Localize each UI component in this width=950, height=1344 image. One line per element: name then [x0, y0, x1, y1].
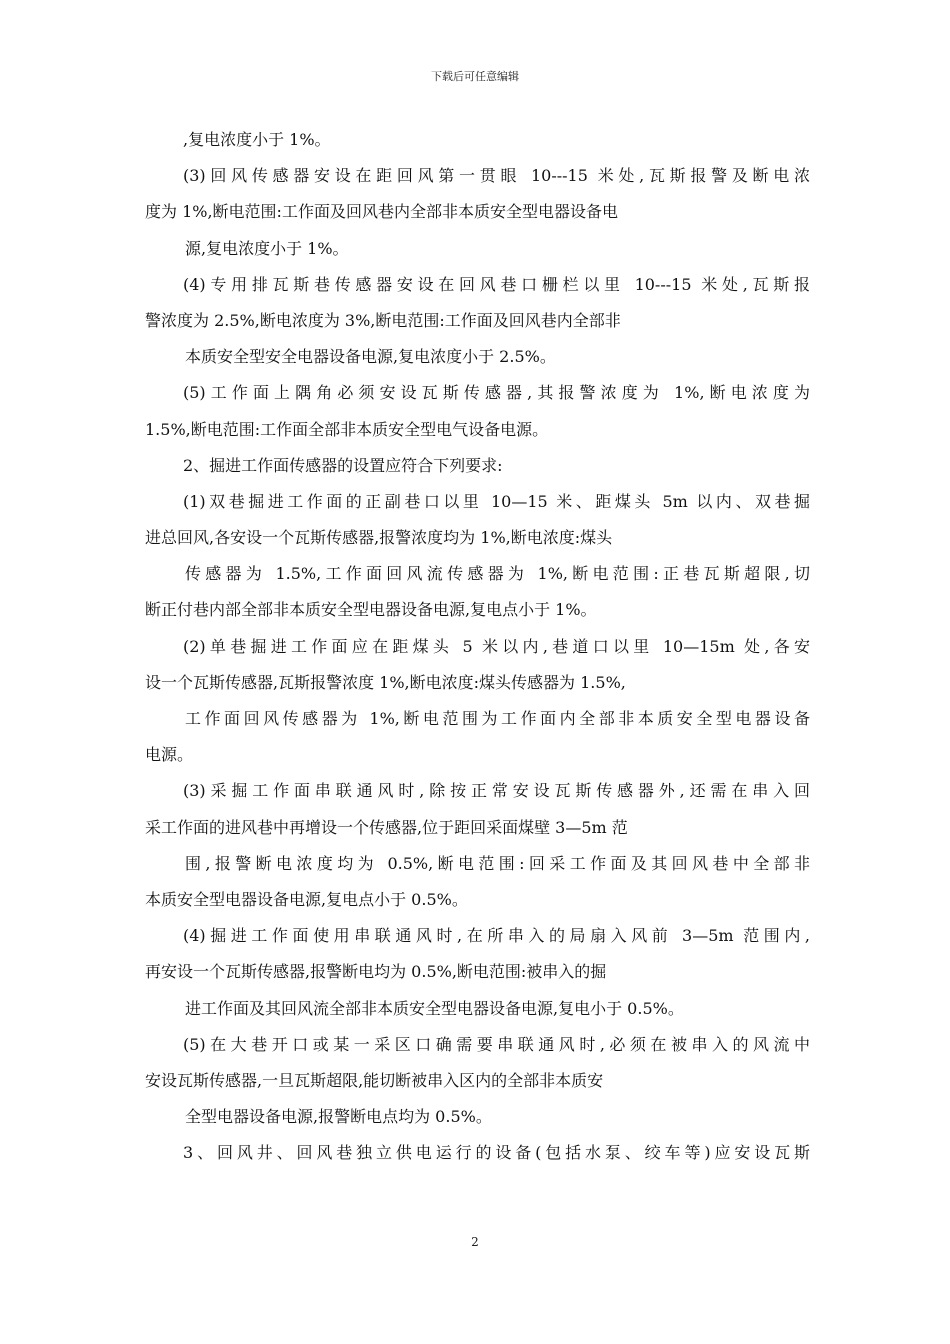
text-line: 2、掘进工作面传感器的设置应符合下列要求: — [183, 455, 503, 475]
text-line: (3)回风传感器安设在距回风第一贯眼 10---15 米处,瓦斯报警及断电浓 — [183, 166, 810, 186]
text-line: 安设瓦斯传感器,一旦瓦斯超限,能切断被串入区内的全部非本质安 — [145, 1070, 604, 1090]
text-line: 度为 1%,断电范围:工作面及回风巷内全部非本质安全型电器设备电 — [145, 202, 618, 222]
text-line: (4)专用排瓦斯巷传感器安设在回风巷口栅栏以里 10---15 米处,瓦斯报 — [183, 274, 810, 294]
text-line: (2)单巷掘进工作面应在距煤头 5 米以内,巷道口以里 10—15m 处,各安 — [183, 636, 810, 656]
text-line: 本质安全型安全电器设备电源,复电浓度小于 2.5%。 — [185, 347, 556, 367]
text-line: 设一个瓦斯传感器,瓦斯报警浓度 1%,断电浓度:煤头传感器为 1.5%, — [145, 672, 626, 692]
text-line: (1)双巷掘进工作面的正副巷口以里 10—15 米、距煤头 5m 以内、双巷掘 — [183, 491, 810, 511]
text-line: 进总回风,各安设一个瓦斯传感器,报警浓度均为 1%,断电浓度:煤头 — [145, 528, 613, 548]
text-line: 进工作面及其回风流全部非本质安全型电器设备电源,复电小于 0.5%。 — [185, 998, 684, 1018]
text-line: 1.5%,断电范围:工作面全部非本质安全型电气设备电源。 — [145, 419, 549, 439]
text-line: (4)掘进工作面使用串联通风时,在所串入的局扇入风前 3—5m 范围内, — [183, 926, 810, 946]
text-line: 警浓度为 2.5%,断电浓度为 3%,断电范围:工作面及回风巷内全部非 — [145, 310, 621, 330]
text-line: ,复电浓度小于 1%。 — [183, 130, 331, 149]
text-line: 本质安全型电器设备电源,复电点小于 0.5%。 — [145, 889, 468, 909]
text-line: 工作面回风传感器为 1%,断电范围为工作面内全部非本质安全型电器设备 — [185, 709, 810, 728]
page-number: 2 — [471, 1235, 479, 1249]
text-line: (3)采掘工作面串联通风时,除按正常安设瓦斯传感器外,还需在串入回 — [183, 781, 810, 801]
text-line: 源,复电浓度小于 1%。 — [185, 238, 349, 258]
text-line: 采工作面的进风巷中再增设一个传感器,位于距回采面煤壁 3—5m 范 — [145, 817, 628, 837]
text-line: (5)工作面上隅角必须安设瓦斯传感器,其报警浓度为 1%,断电浓度为 — [183, 383, 810, 403]
text-line: 电源。 — [145, 745, 194, 765]
page-header: 下载后可任意编辑 — [431, 70, 519, 83]
text-line: 传感器为 1.5%,工作面回风流传感器为 1%,断电范围:正巷瓦斯超限,切 — [185, 564, 810, 584]
text-line: 3、回风井、回风巷独立供电运行的设备(包括水泵、绞车等)应安设瓦斯 — [183, 1143, 810, 1163]
text-line: 围,报警断电浓度均为 0.5%,断电范围:回采工作面及其回风巷中全部非 — [185, 853, 810, 873]
text-line: 断正付巷内部全部非本质安全型电器设备电源,复电点小于 1%。 — [145, 600, 597, 620]
text-line: 再安设一个瓦斯传感器,报警断电均为 0.5%,断电范围:被串入的掘 — [145, 962, 607, 982]
text-line: 全型电器设备电源,报警断电点均为 0.5%。 — [185, 1107, 492, 1127]
body-text — [145, 122, 810, 1171]
text-line: (5)在大巷开口或某一采区口确需要串联通风时,必须在被串入的风流中 — [183, 1034, 810, 1054]
